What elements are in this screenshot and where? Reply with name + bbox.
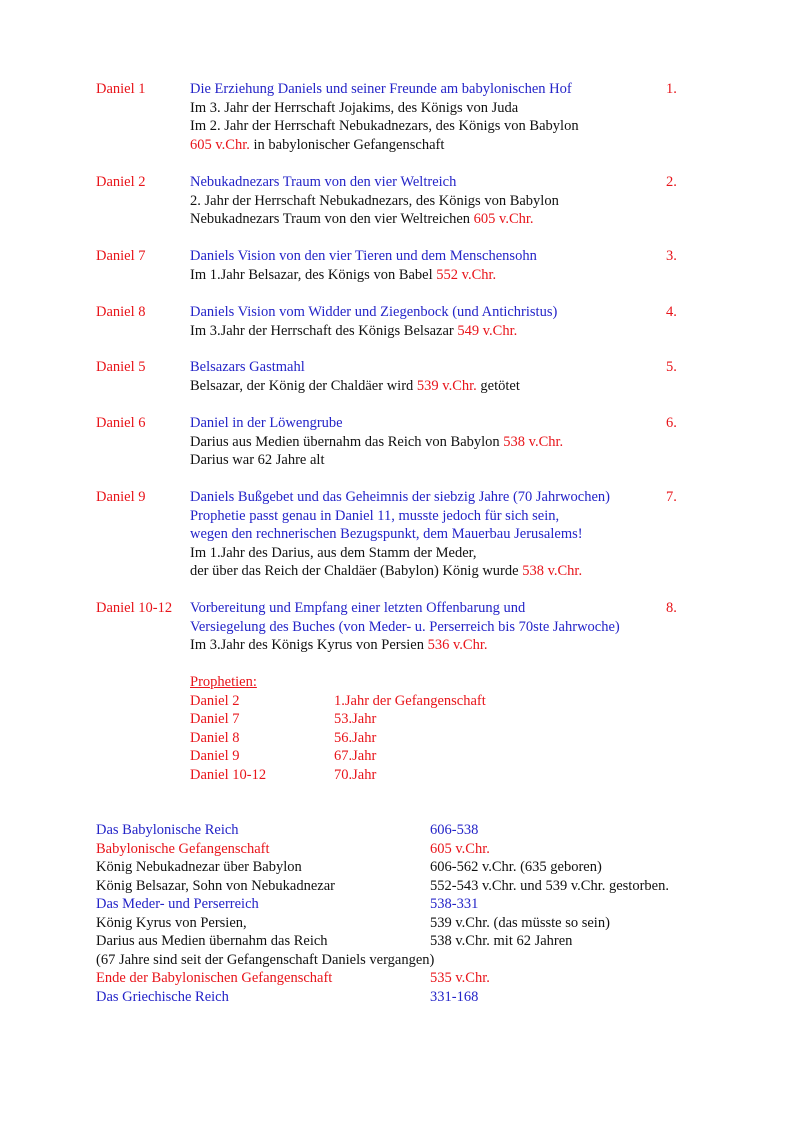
chapter-label: Daniel 6: [96, 415, 146, 431]
prophecy-label: Daniel 8: [190, 729, 240, 746]
summary-value: 606-538: [430, 822, 479, 838]
summary-label: König Nebukadnezar über Babylon: [96, 859, 302, 875]
chapter-detail-line: [190, 322, 517, 341]
summary-value: 606-562 v.Chr. (635 geboren): [430, 859, 602, 875]
chapter-number: 7.: [666, 489, 677, 505]
chapter-label: Daniel 5: [96, 359, 146, 375]
detail-text: Belsazar, der König der Chaldäer wird: [190, 377, 417, 394]
chapter-detail-line: [190, 433, 563, 452]
chapter-number: 6.: [666, 415, 677, 431]
chapter-title: Prophetie passt genau in Daniel 11, musste jedoch für sich sein,: [190, 507, 560, 524]
chapter-detail-line: [190, 544, 477, 563]
chapter-title: Daniels Bußgebet und das Geheimnis der siebzig Jahre (70 Jahrwochen): [190, 489, 610, 505]
chapter-detail-line: [190, 636, 488, 655]
detail-text: 2. Jahr der Herrschaft Nebukadnezars, des Königs von Babylon: [190, 192, 559, 209]
chapter-detail-line: [190, 99, 518, 118]
summary-label: Darius aus Medien übernahm das Reich: [96, 933, 328, 949]
chapter-title: Nebukadnezars Traum von den vier Weltreich: [190, 174, 457, 190]
chapter-number: 5.: [666, 359, 677, 375]
date-highlight: 552 v.Chr.: [436, 266, 497, 283]
prophecy-value: 53.Jahr: [334, 711, 377, 727]
detail-text: Im 1.Jahr des Darius, aus dem Stamm der Meder,: [190, 544, 477, 561]
prophecy-label: Daniel 7: [190, 711, 240, 727]
prophecy-value: 67.Jahr: [334, 748, 377, 764]
chapter-title: Versiegelung des Buches (von Meder- u. Perserreich bis 70ste Jahrwoche): [190, 618, 620, 635]
chapter-label: Daniel 9: [96, 489, 146, 505]
summary-label: König Kyrus von Persien,: [96, 914, 247, 931]
detail-text: Im 1.Jahr Belsazar, des Königs von Babel: [190, 266, 437, 283]
chapter-label: Daniel 1: [96, 81, 146, 97]
detail-text: Im 3.Jahr der Herrschaft des Königs Belsazar: [190, 322, 458, 339]
chapter-detail-line: [190, 451, 324, 470]
summary-value: 535 v.Chr.: [430, 970, 490, 986]
summary-value: 538-331: [430, 896, 479, 912]
summary-value: 331-168: [430, 988, 479, 1005]
chapter-number: 8.: [666, 600, 677, 616]
chapter-title: Belsazars Gastmahl: [190, 359, 305, 375]
chapter-title: wegen den rechnerischen Bezugspunkt, dem Mauerbau Jerusalems!: [190, 526, 583, 542]
chapter-label: Daniel 7: [96, 248, 146, 264]
summary-label: König Belsazar, Sohn von Nebukadnezar: [96, 877, 336, 894]
summary-label: Babylonische Gefangenschaft: [96, 840, 270, 857]
date-highlight: 538 v.Chr.: [503, 433, 564, 450]
summary-value: 539 v.Chr. (das müsste so sein): [430, 914, 610, 931]
chapter-number: 1.: [666, 81, 677, 97]
summary-value: 552-543 v.Chr. und 539 v.Chr. gestorben.: [430, 877, 669, 894]
detail-text: Im 2. Jahr der Herrschaft Nebukadnezars, des Königs von Babylon: [190, 118, 579, 134]
chapter-number: 2.: [666, 174, 677, 190]
summary-value: 605 v.Chr.: [430, 840, 490, 857]
summary-label: (67 Jahre sind seit der Gefangenschaft Daniels vergangen): [96, 951, 435, 968]
summary-label: Ende der Babylonischen Gefangenschaft: [96, 970, 333, 986]
summary-value: 538 v.Chr. mit 62 Jahren: [430, 933, 573, 949]
detail-text: Im 3.Jahr des Königs Kyrus von Persien: [190, 637, 428, 653]
detail-text: der über das Reich der Chaldäer (Babylon) König wurde: [190, 563, 523, 579]
chapter-title: Daniels Vision von den vier Tieren und dem Menschensohn: [190, 248, 537, 264]
chapter-title: Daniels Vision vom Widder und Ziegenbock (und Antichristus): [190, 304, 558, 320]
prophecy-value: 1.Jahr der Gefangenschaft: [334, 692, 486, 709]
chapter-detail-line: [190, 136, 444, 155]
date-highlight: 539 v.Chr.: [416, 377, 477, 394]
chapter-detail-line: [190, 562, 582, 581]
prophecy-label: Daniel 10-12: [190, 766, 267, 783]
detail-text: Darius war 62 Jahre alt: [190, 452, 325, 468]
chapter-detail-line: [190, 377, 520, 396]
chapter-number: 3.: [666, 248, 677, 264]
summary-label: Das Meder- und Perserreich: [96, 896, 259, 912]
date-highlight: 605 v.Chr.: [473, 211, 534, 227]
date-highlight: 538 v.Chr.: [522, 563, 583, 579]
chapter-detail-line: [190, 266, 496, 285]
date-highlight: 549 v.Chr.: [457, 322, 518, 339]
chapter-detail-line: [190, 117, 579, 136]
summary-label: Das Babylonische Reich: [96, 822, 239, 838]
chapter-detail-line: [190, 192, 559, 211]
chapter-label: Daniel 2: [96, 174, 146, 190]
chapter-title: Vorbereitung und Empfang einer letzten Offenbarung und: [190, 600, 526, 616]
prophecy-value: 70.Jahr: [334, 766, 377, 783]
chapter-title: Die Erziehung Daniels und seiner Freunde am babylonischen Hof: [190, 81, 572, 97]
detail-text: Im 3. Jahr der Herrschaft Jojakims, des Königs von Juda: [190, 99, 519, 116]
prophecies-heading: Prophetien:: [190, 674, 257, 690]
detail-text: getötet: [476, 377, 520, 394]
detail-text: Darius aus Medien übernahm das Reich von Babylon: [190, 433, 504, 450]
chapter-label: Daniel 10-12: [96, 600, 173, 616]
date-highlight: 536 v.Chr.: [427, 637, 488, 653]
chapter-number: 4.: [666, 304, 677, 320]
prophecy-label: Daniel 2: [190, 692, 240, 709]
detail-text: in babylonischer Gefangenschaft: [249, 136, 445, 153]
date-highlight: 605 v.Chr.: [190, 136, 250, 153]
chapter-title: Daniel in der Löwengrube: [190, 415, 343, 431]
chapter-label: Daniel 8: [96, 304, 146, 320]
chapter-detail-line: [190, 210, 534, 229]
detail-text: Nebukadnezars Traum von den vier Weltreichen: [190, 211, 474, 227]
summary-label: Das Griechische Reich: [96, 988, 229, 1005]
prophecy-label: Daniel 9: [190, 748, 240, 764]
prophecy-value: 56.Jahr: [334, 729, 377, 746]
